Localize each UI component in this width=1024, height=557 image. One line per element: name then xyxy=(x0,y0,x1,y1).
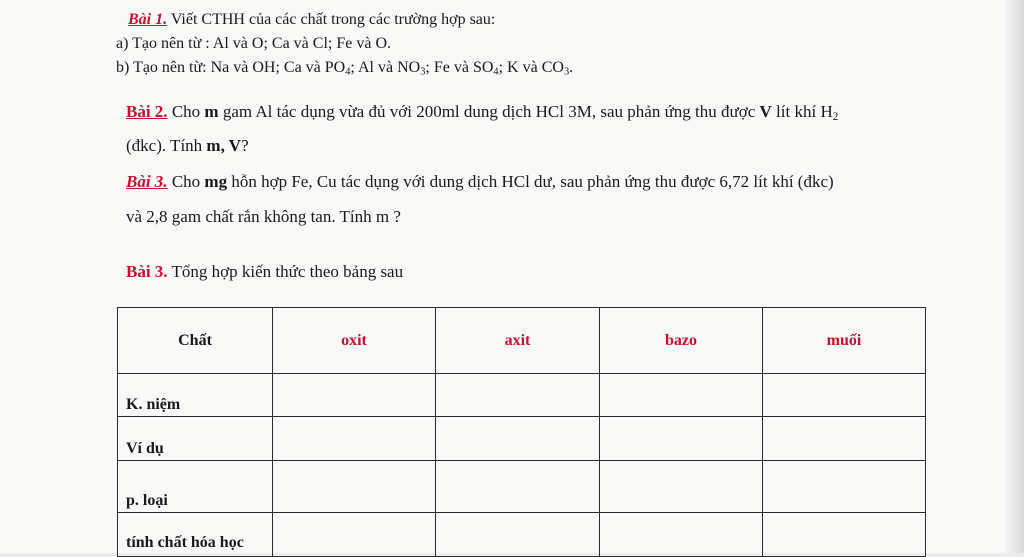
bai2-line-1 xyxy=(126,102,838,122)
bai2-var-m: m xyxy=(204,102,219,121)
bai3a-label: Bài 3. xyxy=(126,172,168,191)
bai3a-line-1 xyxy=(126,172,834,192)
bai1-b-text-4: ; K và CO xyxy=(498,59,564,76)
header-muoi: muối xyxy=(763,308,926,374)
table-cell[interactable] xyxy=(273,461,436,513)
bai3b-heading xyxy=(126,262,403,282)
table-row xyxy=(118,374,926,417)
bai2-line2-vars: m, V xyxy=(206,136,242,155)
table-cell[interactable] xyxy=(436,461,600,513)
bai1-b-text-3: ; Fe và SO xyxy=(425,59,494,76)
table-cell[interactable] xyxy=(436,417,600,461)
bai3a-text-2: hỗn hợp Fe, Cu tác dụng với dung dịch HCl dư, sau phản ứng thu được 6,72 lít khí (đkc) xyxy=(227,172,834,191)
bai1-part-b xyxy=(116,59,573,77)
bai2-line2-end: ? xyxy=(241,136,249,155)
table-row xyxy=(118,461,926,513)
bai3a-var-mg: mg xyxy=(204,172,228,191)
bai1-part-a: a) Tạo nên từ : Al và O; Ca và Cl; Fe và O. xyxy=(116,35,391,52)
bai2-text-3: lít khí H xyxy=(771,102,833,121)
table-header-row xyxy=(118,308,926,374)
table-cell[interactable] xyxy=(436,513,600,557)
table-cell[interactable] xyxy=(273,374,436,417)
bai2-sub: 2 xyxy=(832,110,839,123)
bai2-text-2: gam Al tác dụng vừa đủ với 200ml dung dịch HCl 3M, sau phản ứng thu được xyxy=(218,102,760,121)
header-bazo: bazo xyxy=(600,308,763,374)
bai1-b-text-1: b) Tạo nên từ: Na và OH; Ca và PO xyxy=(116,59,346,76)
table-cell[interactable] xyxy=(436,374,600,417)
table-cell[interactable] xyxy=(600,513,763,557)
table-row xyxy=(118,513,926,557)
row-label-vi-du: Ví dụ xyxy=(118,417,273,461)
page-edge-shadow xyxy=(1006,0,1024,553)
table-cell[interactable] xyxy=(600,417,763,461)
table-cell[interactable] xyxy=(763,461,926,513)
bai1-b-sub-1: 4 xyxy=(345,66,351,78)
bai3a-text-1: Cho xyxy=(167,172,205,191)
summary-table xyxy=(117,307,926,557)
bai1-text: Viết CTHH của các chất trong các trường hợp sau: xyxy=(167,11,496,28)
table-row xyxy=(118,417,926,461)
header-chat: Chất xyxy=(118,308,273,374)
bai2-label: Bài 2. xyxy=(126,102,168,121)
table-cell[interactable] xyxy=(763,374,926,417)
table-cell[interactable] xyxy=(600,461,763,513)
row-label-phan-loai: p. loại xyxy=(118,461,273,513)
bai1-heading xyxy=(128,11,495,29)
table-cell[interactable] xyxy=(600,374,763,417)
bai3b-text: Tổng hợp kiến thức theo bảng sau xyxy=(167,262,404,281)
header-oxit: oxit xyxy=(273,308,436,374)
bai2-line2-text: (đkc). Tính xyxy=(126,136,207,155)
bai1-b-sub-4: 3 xyxy=(563,66,570,78)
bai2-var-v: V xyxy=(759,102,772,121)
bai1-b-text-2: ; Al và NO xyxy=(350,59,421,76)
header-axit: axit xyxy=(436,308,600,374)
table-cell[interactable] xyxy=(273,417,436,461)
table-cell[interactable] xyxy=(763,417,926,461)
bai1-b-text-5: . xyxy=(569,59,574,76)
bai1-b-sub-2: 3 xyxy=(420,66,426,78)
bai2-text-1: Cho xyxy=(167,102,205,121)
bai1-label: Bài 1. xyxy=(128,11,168,28)
bai1-b-sub-3: 4 xyxy=(493,66,499,78)
bai3a-line-2: và 2,8 gam chất rắn không tan. Tính m ? xyxy=(126,207,401,226)
row-label-khai-niem: K. niệm xyxy=(118,374,273,417)
row-label-tinh-chat: tính chất hóa học xyxy=(118,513,273,557)
table-cell[interactable] xyxy=(273,513,436,557)
bai3b-label: Bài 3. xyxy=(126,262,168,281)
table-cell[interactable] xyxy=(763,513,926,557)
bai2-line-2 xyxy=(126,136,249,156)
